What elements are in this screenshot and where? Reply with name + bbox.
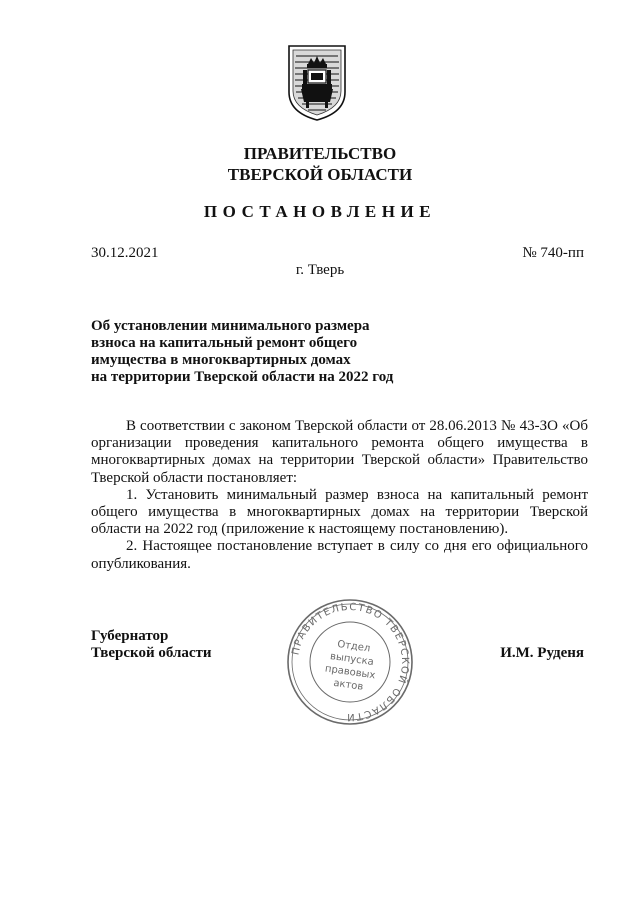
signer-name: И.М. Руденя [500,645,584,661]
document-type-title: ПОСТАНОВЛЕНИЕ [203,202,437,221]
stamp-line: актов [332,677,364,693]
government-name-line2: ТВЕРСКОЙ ОБЛАСТИ [227,165,413,184]
subject-line: имущества в многоквартирных домах [91,352,351,368]
document-body [91,418,588,573]
document-city: г. Тверь [295,262,345,278]
subject-line: взноса на капитальный ремонт общего [91,335,358,351]
signer-position [91,628,212,662]
government-name-line1: ПРАВИТЕЛЬСТВО [243,144,397,163]
signer-position-line1: Губернатор [91,628,169,644]
document-date: 30.12.2021 [91,245,159,261]
coat-of-arms-icon [286,42,348,122]
stamp-line: Отдел [336,638,371,655]
body-paragraph: 2. Настоящее постановление вступает в силу со дня его официального опубликования. [91,538,588,572]
stamp-line: выпуска [329,651,375,669]
body-paragraph: В соответствии с законом Тверской области от 28.06.2013 № 43-ЗО «Об организации проведения капитального ремонта общего имущества в многоквартирных домах на территории Тверской области» Правительство Тверской области постановляет: [91,418,588,486]
stamp-line: правовых [324,663,376,682]
subject-line: Об установлении минимального размера [91,318,370,334]
document-number: № 740-пп [522,245,584,261]
stamp-center-text [319,636,384,696]
document-subject [91,318,393,386]
stamp-ring-text: ПРАВИТЕЛЬСТВО ТВЕРСКОЙ ОБЛАСТИ [290,601,411,723]
signer-position-line2: Тверской области [91,645,212,661]
subject-line: на территории Тверской области на 2022 год [91,369,394,385]
body-paragraph: 1. Установить минимальный размер взноса на капитальный ремонт общего имущества в многоквартирных домах на территории Тверской области на 2022 год (приложение к настоящему постановлению). [91,486,588,538]
